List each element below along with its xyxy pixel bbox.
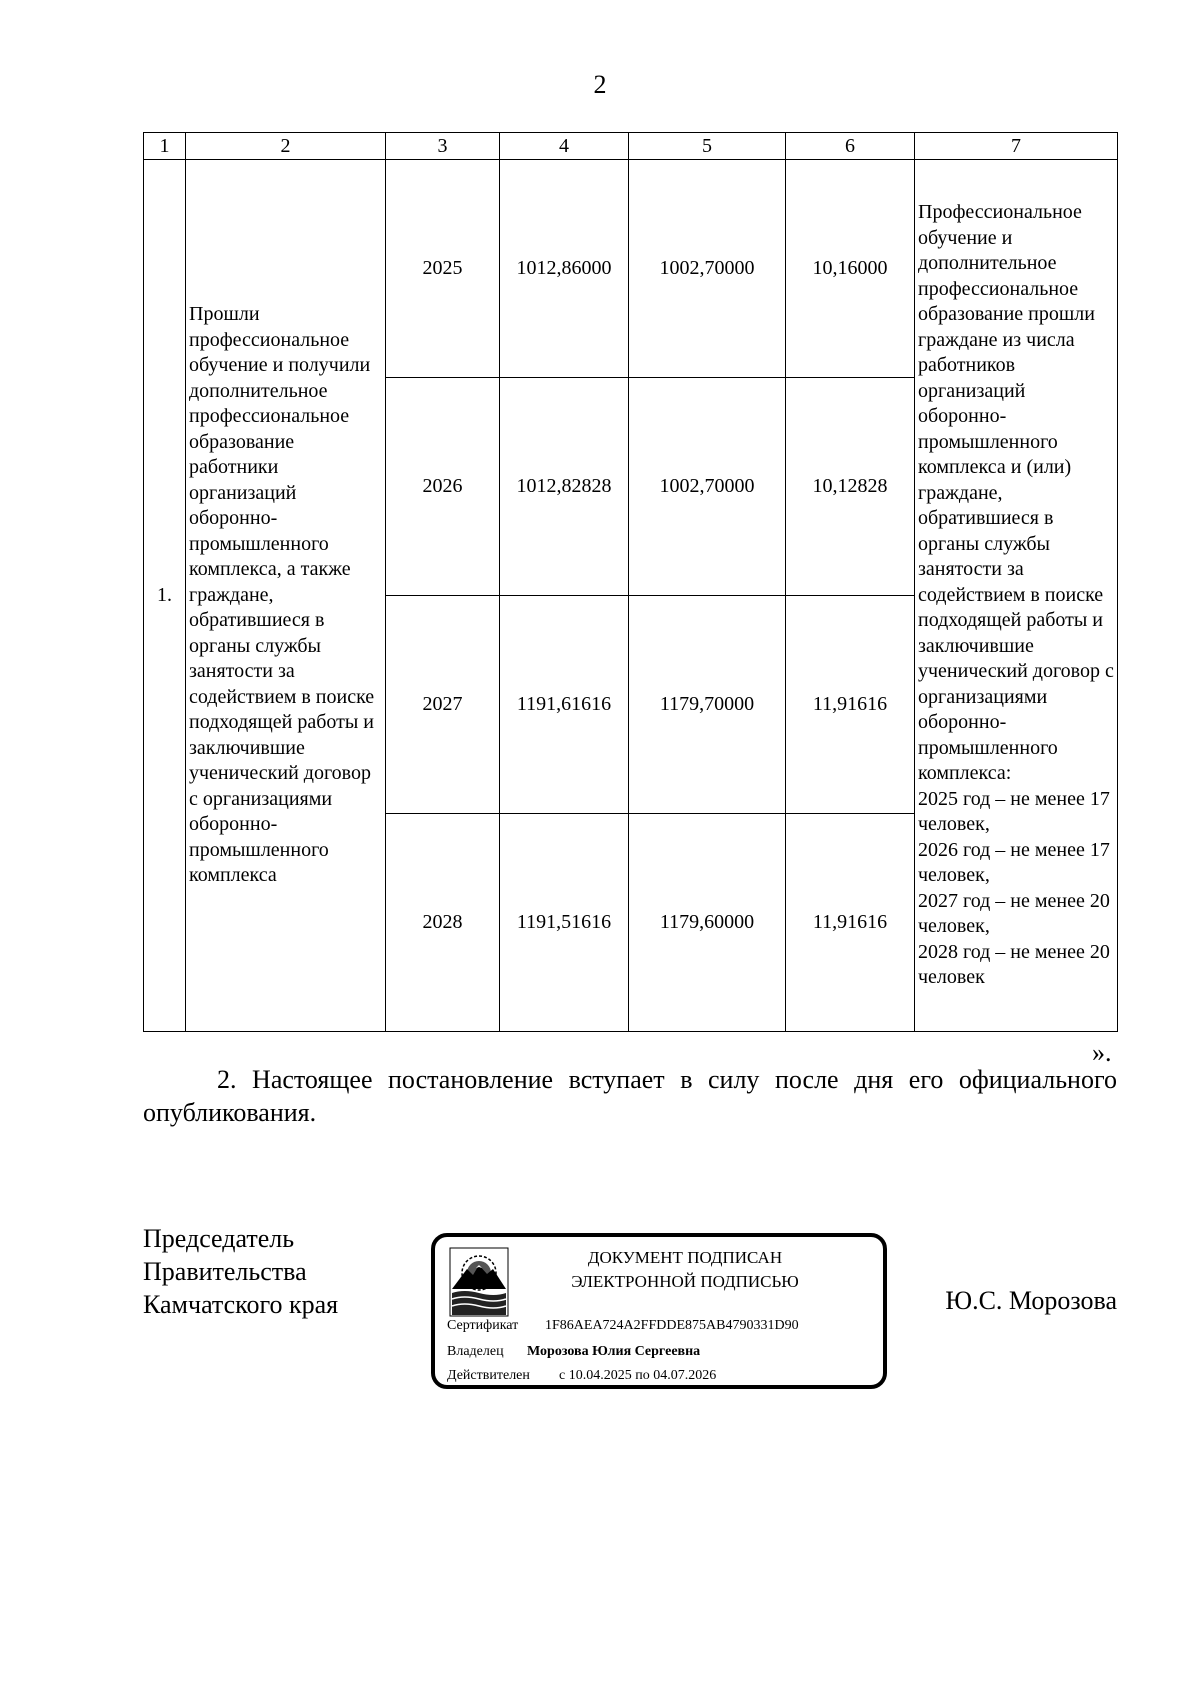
year-cell: 2026: [386, 378, 500, 596]
regional-cell: 11,91616: [786, 814, 915, 1032]
total-cell: 1191,51616: [500, 814, 629, 1032]
signer-title-line: Председатель: [143, 1224, 295, 1253]
column-header: 3: [386, 133, 500, 160]
stamp-validity-row: [447, 1368, 716, 1384]
validity-label: Действителен: [447, 1368, 530, 1383]
signer-title: [143, 1222, 338, 1321]
federal-cell: 1002,70000: [629, 378, 786, 596]
signer-title-line: Правительства: [143, 1257, 307, 1286]
closing-quote: ».: [1092, 1038, 1112, 1067]
table-header-row: [144, 133, 1118, 160]
result-text: Профессиональное обучение и дополнительное профессиональное образование прошли граждане из числа работников организаций оборонно-промышленного комплекса и (или) граждане, обратившиеся в органы службы занятости за содействием в поиске подходящей работы и заключившие ученический договор с организациями оборонно-промышленного комплекса:: [918, 201, 1114, 785]
total-cell: 1012,86000: [500, 160, 629, 378]
budget-table: [143, 132, 1118, 1032]
effective-date-paragraph: 2. Настоящее постановление вступает в силу после дня его официального опубликования.: [143, 1065, 1117, 1127]
column-header: 1: [144, 133, 186, 160]
total-cell: 1012,82828: [500, 378, 629, 596]
regional-cell: 10,12828: [786, 378, 915, 596]
electronic-signature-stamp: [431, 1233, 887, 1389]
owner-value: Морозова Юлия Сергеевна: [527, 1344, 701, 1359]
result-year: 2026 год – не менее 17 человек,: [918, 838, 1110, 887]
stamp-certificate-row: [447, 1318, 799, 1334]
result-year: 2028 год – не менее 20 человек: [918, 940, 1110, 989]
column-header: 5: [629, 133, 786, 160]
column-header: 2: [186, 133, 386, 160]
federal-cell: 1179,60000: [629, 814, 786, 1032]
year-cell: 2025: [386, 160, 500, 378]
year-cell: 2028: [386, 814, 500, 1032]
federal-cell: 1002,70000: [629, 160, 786, 378]
total-cell: 1191,61616: [500, 596, 629, 814]
signer-name: Ю.С. Морозова: [945, 1286, 1117, 1315]
result-cell: [915, 160, 1118, 1032]
regional-cell: 10,16000: [786, 160, 915, 378]
certificate-value: 1F86AEA724A2FFDDE875AB4790331D90: [545, 1318, 799, 1333]
kamchatka-emblem-icon: [449, 1247, 509, 1317]
page-number: 2: [593, 70, 607, 99]
regional-cell: 11,91616: [786, 596, 915, 814]
indicator-cell: Прошли профессиональное обучение и получили дополнительное профессиональное образование работники организаций оборонно-промышленного комплекса, а также граждане, обратившиеся в органы службы занятости за содействием в поиске подходящей работы и заключившие ученический договор с организациями оборонно-промышленного комплекса: [186, 160, 386, 1032]
federal-cell: 1179,70000: [629, 596, 786, 814]
stamp-title: ЭЛЕКТРОННОЙ ПОДПИСЬЮ: [571, 1272, 799, 1291]
owner-label: Владелец: [447, 1344, 504, 1359]
column-header: 7: [915, 133, 1118, 160]
row-number: 1.: [144, 160, 186, 1032]
certificate-label: Сертификат: [447, 1318, 519, 1333]
year-cell: 2027: [386, 596, 500, 814]
result-year: 2025 год – не менее 17 человек,: [918, 787, 1110, 836]
column-header: 4: [500, 133, 629, 160]
stamp-owner-row: [447, 1344, 700, 1360]
signer-title-line: Камчатского края: [143, 1290, 339, 1319]
table-row: [144, 160, 1118, 378]
validity-value: с 10.04.2025 по 04.07.2026: [559, 1368, 717, 1383]
stamp-title: ДОКУМЕНТ ПОДПИСАН: [587, 1248, 783, 1267]
result-year: 2027 год – не менее 20 человек,: [918, 889, 1110, 938]
column-header: 6: [786, 133, 915, 160]
